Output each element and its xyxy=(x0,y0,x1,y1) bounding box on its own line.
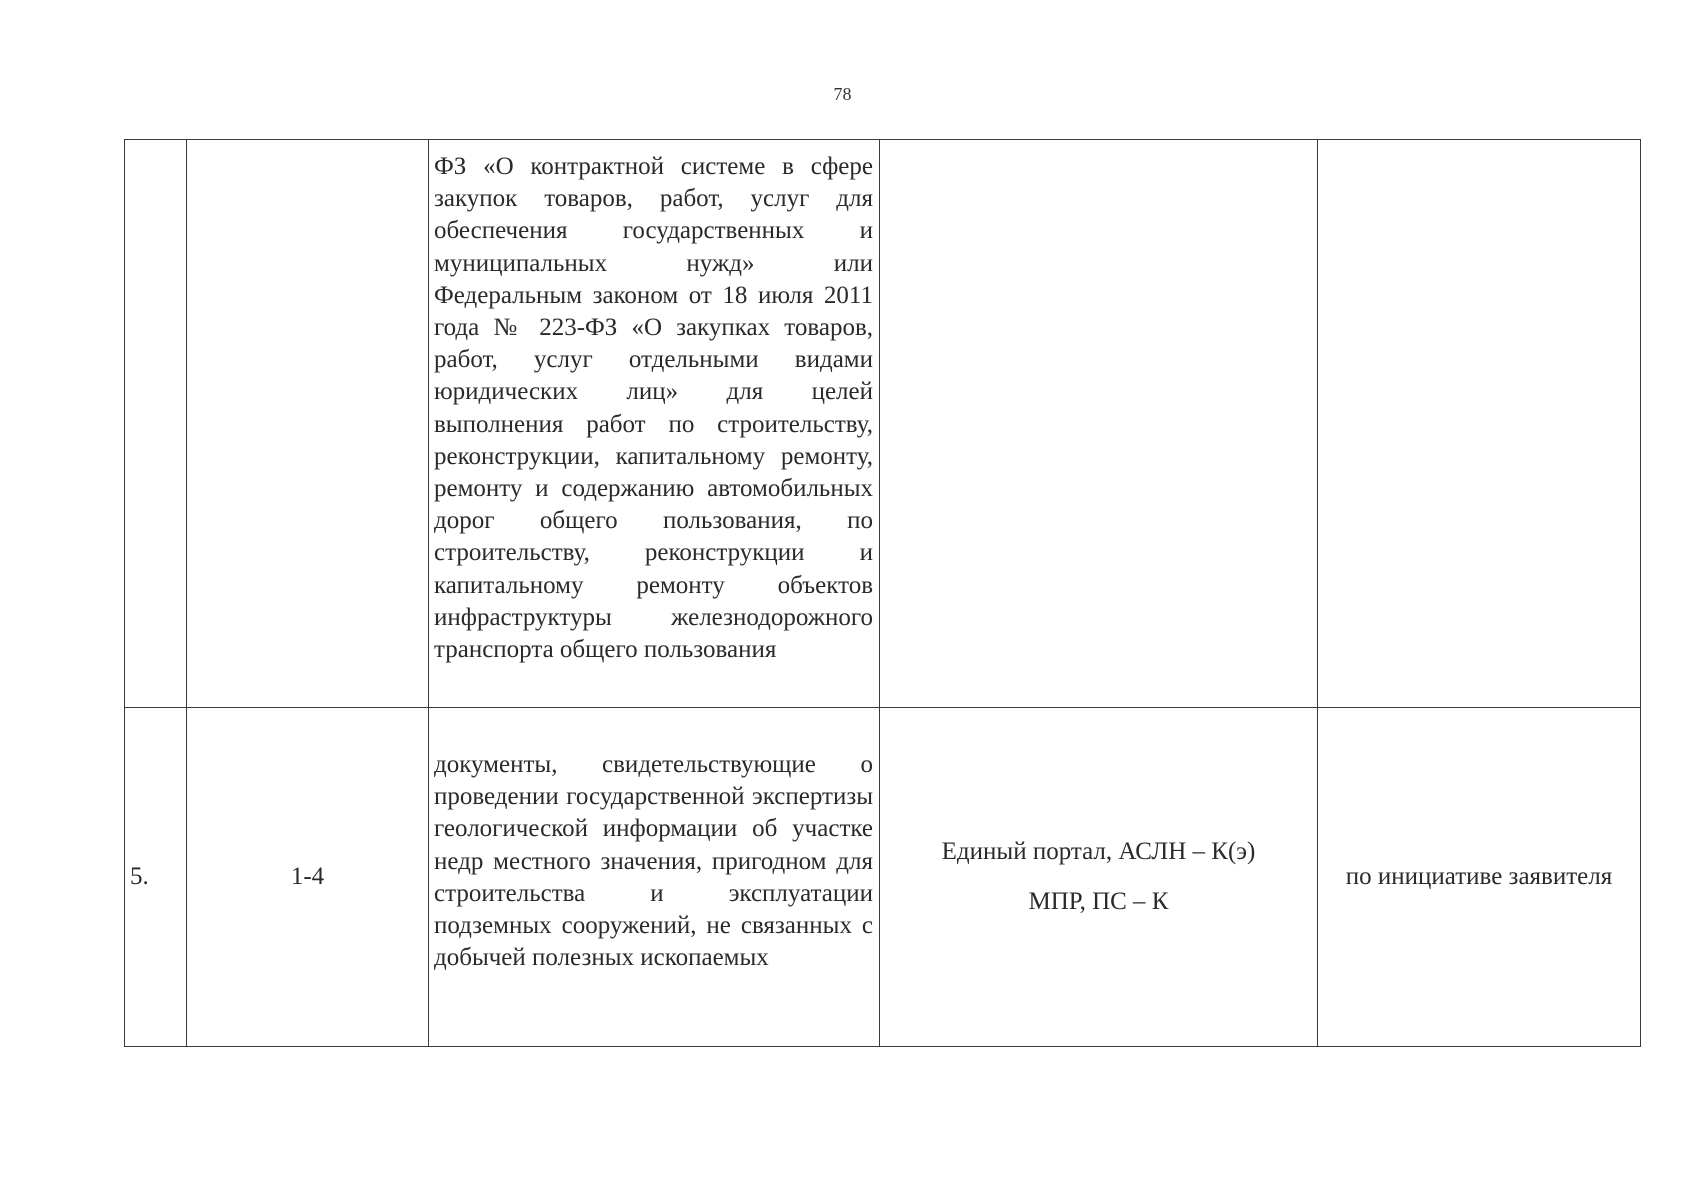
description-text: документы, свидетельствующие о проведении государственной экспертизы геологической информации об участке недр местного значения, пригодном для строительства и эксплуатации подземных сооружений, не связанных с добычей полезных ископаемых xyxy=(434,751,873,972)
basis-cell: по инициативе заявителя xyxy=(1318,708,1641,1047)
table-row xyxy=(125,140,1641,708)
row-number-cell: 5. xyxy=(125,708,187,1047)
table-row xyxy=(125,708,1641,1047)
document-table xyxy=(124,139,1641,1047)
code-cell xyxy=(187,140,429,708)
description-text: ФЗ «О контрактной системе в сфере закупок товаров, работ, услуг для обеспечения государственных и муниципальных нужд» или Федеральным законом от 18 июля 2011 года № 223-ФЗ «О закупках товаров, работ, услуг отдельными видами юридических лиц» для целей выполнения работ по строительству, реконструкции, капитальному ремонту, ремонту и содержанию автомобильных дорог общего пользования, по строительству, реконструкции и капитальному ремонту объектов инфраструктуры железнодорожного транспорта общего пользования xyxy=(434,153,873,664)
code-cell: 1-4 xyxy=(187,708,429,1047)
description-cell xyxy=(429,708,880,1047)
row-number-cell xyxy=(125,140,187,708)
sources-cell xyxy=(880,708,1318,1047)
source-line: МПР, ПС – К xyxy=(1028,888,1169,915)
page-number: 78 xyxy=(833,84,852,104)
sources-cell xyxy=(880,140,1318,708)
source-line: Единый портал, АСЛН – К(э) xyxy=(941,838,1256,865)
description-cell xyxy=(429,140,880,708)
basis-cell xyxy=(1318,140,1641,708)
